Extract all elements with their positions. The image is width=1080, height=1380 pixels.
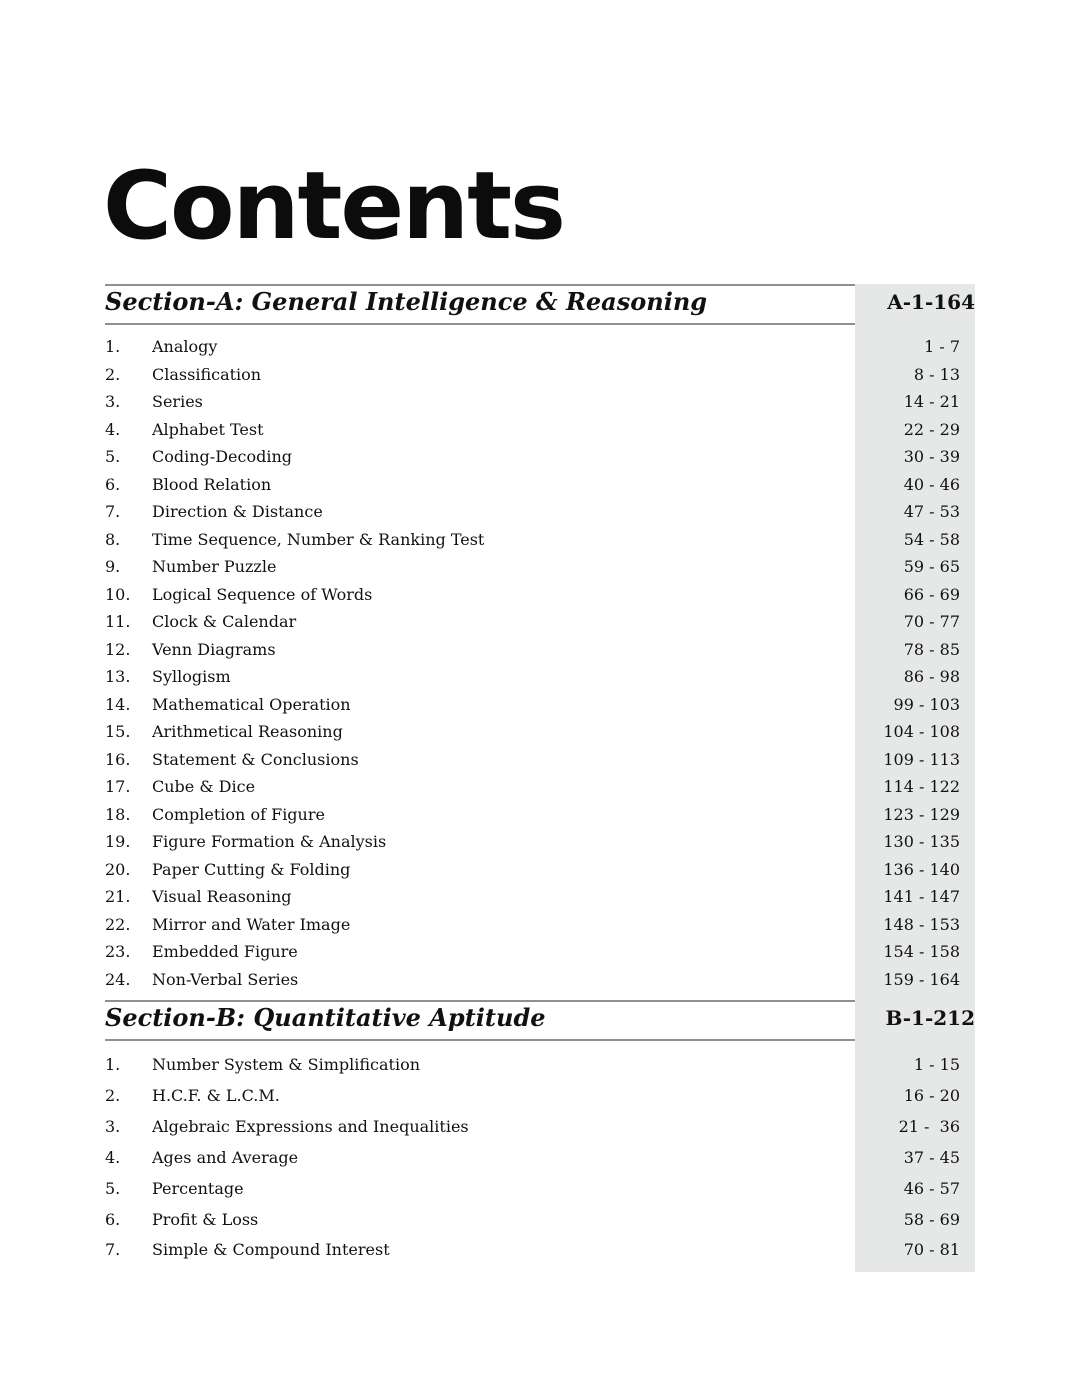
entry-title: H.C.F. & L.C.M. (152, 1085, 280, 1105)
entry-pages: 30 - 39 (903, 447, 960, 466)
toc-entry (105, 1148, 960, 1172)
entry-pages: 70 - 81 (903, 1240, 960, 1260)
toc-entry (105, 722, 960, 746)
section-title: Section-A: General Intelligence & Reasoning (105, 287, 708, 316)
entry-title: Analogy (152, 337, 218, 356)
toc-entry (105, 777, 960, 801)
entry-title: Alphabet Test (152, 419, 264, 439)
entry-pages: 1 - 7 (924, 337, 960, 356)
entry-pages: 8 - 13 (913, 364, 960, 384)
entry-title: Percentage (152, 1178, 244, 1198)
toc-entry (105, 695, 960, 719)
entry-title: Non-Verbal Series (152, 969, 299, 989)
entry-title: Completion of Figure (152, 804, 325, 824)
entry-number: 20. (105, 859, 131, 879)
entry-title: Figure Formation & Analysis (152, 832, 387, 851)
entry-title: Coding-Decoding (152, 447, 292, 466)
entry-number: 14. (105, 694, 131, 714)
entry-title: Venn Diagrams (152, 639, 276, 659)
entry-pages: 1 - 15 (913, 1055, 960, 1074)
entry-title: Number System & Simplification (152, 1055, 420, 1074)
entry-title: Profit & Loss (152, 1209, 259, 1229)
entry-pages: 123 - 129 (883, 804, 960, 824)
toc-entry (105, 832, 960, 856)
toc-entry (105, 475, 960, 499)
toc-entry (105, 447, 960, 471)
entry-pages: 70 - 77 (903, 612, 960, 631)
toc-entry (105, 530, 960, 554)
entry-title: Number Puzzle (152, 557, 277, 576)
entry-pages: 22 - 29 (903, 419, 960, 439)
entry-title: Mathematical Operation (152, 694, 351, 714)
toc-entry (105, 750, 960, 774)
entry-title: Ages and Average (152, 1147, 299, 1167)
entry-number: 23. (105, 942, 131, 961)
entry-number: 16. (105, 749, 131, 769)
entry-number: 7. (105, 502, 121, 521)
entry-number: 10. (105, 584, 131, 604)
entry-number: 1. (105, 1055, 121, 1074)
section-page-range: B-1-212 (885, 1006, 975, 1030)
entry-number: 5. (105, 447, 121, 466)
entry-number: 1. (105, 337, 121, 356)
toc-entry (105, 1055, 960, 1079)
entry-title: Direction & Distance (152, 502, 323, 521)
section-rule-bottom (105, 323, 855, 325)
entry-title: Arithmetical Reasoning (152, 722, 343, 741)
entry-number: 15. (105, 722, 131, 741)
entry-pages: 40 - 46 (903, 474, 960, 494)
toc-entry (105, 420, 960, 444)
entry-number: 19. (105, 832, 131, 851)
entry-number: 18. (105, 804, 131, 824)
toc-entry (105, 860, 960, 884)
toc-entry (105, 667, 960, 691)
entry-title: Cube & Dice (152, 777, 256, 796)
entry-title: Statement & Conclusions (152, 749, 359, 769)
toc-entry (105, 337, 960, 361)
toc-entry (105, 392, 960, 416)
entry-title: Visual Reasoning (152, 887, 292, 906)
toc-entry (105, 805, 960, 829)
toc-entry (105, 1117, 960, 1141)
entry-pages: 114 - 122 (883, 777, 960, 796)
entry-pages: 130 - 135 (883, 832, 960, 851)
toc-entry (105, 887, 960, 911)
entry-title: Blood Relation (152, 474, 272, 494)
toc-entry (105, 365, 960, 389)
entry-number: 12. (105, 639, 131, 659)
entry-number: 5. (105, 1178, 121, 1198)
entry-number: 2. (105, 1085, 121, 1105)
entry-pages: 59 - 65 (903, 557, 960, 576)
entry-number: 3. (105, 392, 121, 411)
entry-pages: 136 - 140 (883, 859, 960, 879)
toc-entry (105, 640, 960, 664)
entry-number: 2. (105, 364, 121, 384)
entry-number: 11. (105, 612, 131, 631)
section-page-range: A-1-164 (887, 290, 975, 314)
entry-number: 7. (105, 1240, 121, 1260)
entry-pages: 78 - 85 (903, 639, 960, 659)
entry-title: Mirror and Water Image (152, 914, 351, 934)
section-header (105, 284, 975, 328)
section-header (105, 1000, 975, 1044)
entry-title: Logical Sequence of Words (152, 584, 373, 604)
toc-entry (105, 942, 960, 966)
entry-title: Syllogism (152, 667, 231, 686)
entry-number: 13. (105, 667, 131, 686)
entry-number: 24. (105, 969, 131, 989)
entry-number: 8. (105, 529, 121, 549)
entry-pages: 47 - 53 (903, 502, 960, 521)
entry-pages: 54 - 58 (903, 529, 960, 549)
section-rule-bottom (105, 1039, 855, 1041)
entry-pages: 14 - 21 (903, 392, 960, 411)
entry-pages: 159 - 164 (883, 969, 960, 989)
entry-pages: 104 - 108 (883, 722, 960, 741)
entry-pages: 21 - 36 (898, 1116, 960, 1136)
toc-entry (105, 1240, 960, 1264)
entry-number: 6. (105, 1209, 121, 1229)
entry-title: Simple & Compound Interest (152, 1240, 390, 1260)
entry-pages: 141 - 147 (883, 887, 960, 906)
entry-title: Time Sequence, Number & Ranking Test (152, 529, 485, 549)
entry-number: 6. (105, 474, 121, 494)
page-title: Contents (103, 152, 564, 261)
toc-entry (105, 1086, 960, 1110)
entry-number: 4. (105, 419, 121, 439)
entry-pages: 46 - 57 (903, 1178, 960, 1198)
entry-number: 21. (105, 887, 131, 906)
entry-pages: 99 - 103 (893, 694, 960, 714)
section-title: Section-B: Quantitative Aptitude (105, 1003, 546, 1032)
section-rule-top (105, 284, 855, 286)
entry-title: Algebraic Expressions and Inequalities (152, 1116, 469, 1136)
entry-number: 3. (105, 1116, 121, 1136)
entry-title: Clock & Calendar (152, 612, 297, 631)
entry-number: 9. (105, 557, 121, 576)
entry-pages: 148 - 153 (883, 914, 960, 934)
entry-pages: 66 - 69 (903, 584, 960, 604)
entry-number: 22. (105, 914, 131, 934)
toc-entry (105, 1210, 960, 1234)
toc-entry (105, 915, 960, 939)
entry-pages: 58 - 69 (903, 1209, 960, 1229)
entry-title: Paper Cutting & Folding (152, 859, 351, 879)
toc-entry (105, 557, 960, 581)
toc-entry (105, 502, 960, 526)
entry-number: 4. (105, 1147, 121, 1167)
entry-pages: 16 - 20 (903, 1085, 960, 1105)
toc-entry (105, 585, 960, 609)
toc-entry (105, 612, 960, 636)
entry-title: Series (152, 392, 203, 411)
entry-number: 17. (105, 777, 131, 796)
section-rule-top (105, 1000, 855, 1002)
entry-pages: 37 - 45 (903, 1147, 960, 1167)
entry-pages: 109 - 113 (883, 749, 960, 769)
entry-title: Embedded Figure (152, 942, 298, 961)
entry-title: Classification (152, 364, 262, 384)
entry-pages: 154 - 158 (883, 942, 960, 961)
toc-entry (105, 970, 960, 994)
toc-entry (105, 1179, 960, 1203)
entry-pages: 86 - 98 (903, 667, 960, 686)
